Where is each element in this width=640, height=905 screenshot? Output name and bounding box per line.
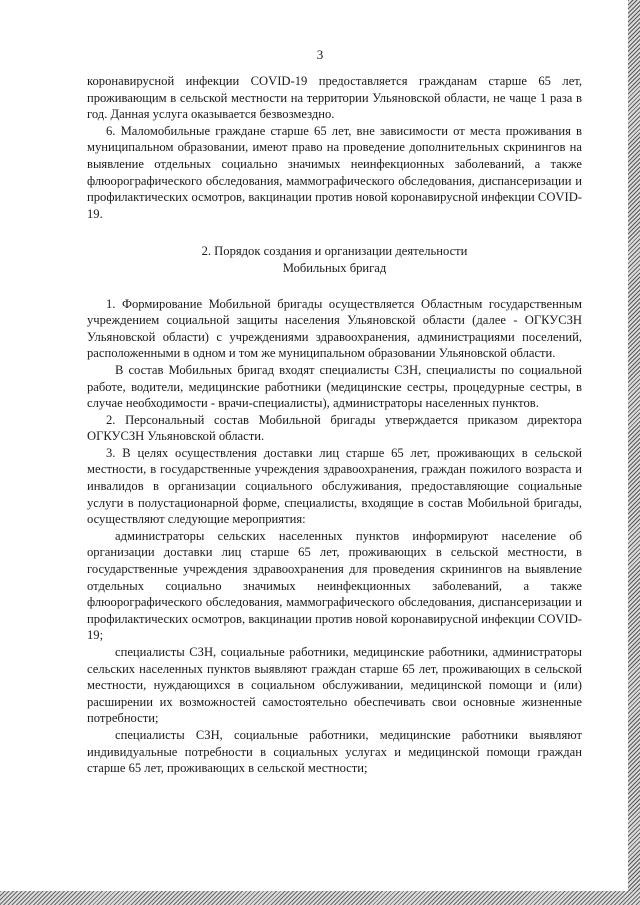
scan-edge-right	[628, 0, 640, 905]
paragraph-specialists-identify: специалисты СЗН, социальные работники, медицинские работники, администраторы сельских населенных пунктов выявляют граждан старше 65 лет, проживающих в сельской местности, нуждающихся в социальном обслуживании, медицинской помощи и (или) расширении их возможностей самостоятельно обеспечивать свои основные жизненные потребности;	[87, 645, 582, 726]
paragraph-administrators: администраторы сельских населенных пунктов информируют население об организации доставки лиц старше 65 лет, проживающих в сельской местности, в государственные учреждения здравоохранения для проведения скринингов на выявление отдельных социально значимых неинфекционных заболеваний, а также флюорографического обследования, маммографического обследования, диспансеризации и профилактических осмотров, вакцинации против новой коронавирусной инфекции COVID-19;	[87, 528, 582, 643]
paragraph-item-1: 1. Формирование Мобильной бригады осуществляется Областным государственным учреждением социальной защиты населения Ульяновской области (далее - ОГКУСЗН Ульяновской области) с учреждениями здравоохранения, администрациями поселений, расположенными в одном и том же муниципальном образовании Ульяновской области.	[87, 296, 582, 361]
document-body	[87, 73, 582, 777]
paragraph-item-3: 3. В целях осуществления доставки лиц старше 65 лет, проживающих в сельской местности, в государственные учреждения здравоохранения, граждан пожилого возраста и инвалидов в организации социального обслуживания, предоставляющие социальные услуги в полустационарной форме, специалисты, входящие в состав Мобильной бригады, осуществляют следующие мероприятия:	[87, 445, 582, 527]
page-number: 3	[316, 47, 324, 62]
paragraph-specialists-needs: специалисты СЗН, социальные работники, медицинские работники выявляют индивидуальные потребности в социальных услугах и медицинской помощи граждан старше 65 лет, проживающих в сельской местности;	[87, 727, 582, 776]
section-heading	[87, 243, 582, 276]
scan-edge-bottom	[0, 891, 640, 905]
paragraph-continuation: коронавирусной инфекции COVID-19 предоставляется гражданам старше 65 лет, проживающим в сельской местности на территории Ульяновской области, не чаще 1 раза в год. Данная услуга оказывается безвозмездно.	[87, 74, 582, 122]
paragraph-item-6: 6. Маломобильные граждане старше 65 лет, вне зависимости от места проживания в муниципальном образовании, имеют право на проведение дополнительных скринингов на выявление отдельных социально значимых неинфекционных заболеваний, а также флюорографического обследования, маммографического обследования, диспансеризации и профилактических осмотров, вакцинации против новой коронавирусной инфекции COVID-19.	[87, 123, 582, 221]
paragraph-item-2: 2. Персональный состав Мобильной бригады утверждается приказом директора ОГКУСЗН Ульяновской области.	[87, 412, 582, 444]
section-heading-line1: 2. Порядок создания и организации деятельности	[201, 244, 468, 259]
paragraph-brigade-composition: В состав Мобильных бригад входят специалисты СЗН, специалисты по социальной работе, водители, медицинские работники (медицинские сестры, процедурные сестры, в случае необходимости - врачи-специалисты), администраторы населенных пунктов.	[87, 362, 582, 411]
section-heading-line2: Мобильных бригад	[282, 260, 387, 275]
